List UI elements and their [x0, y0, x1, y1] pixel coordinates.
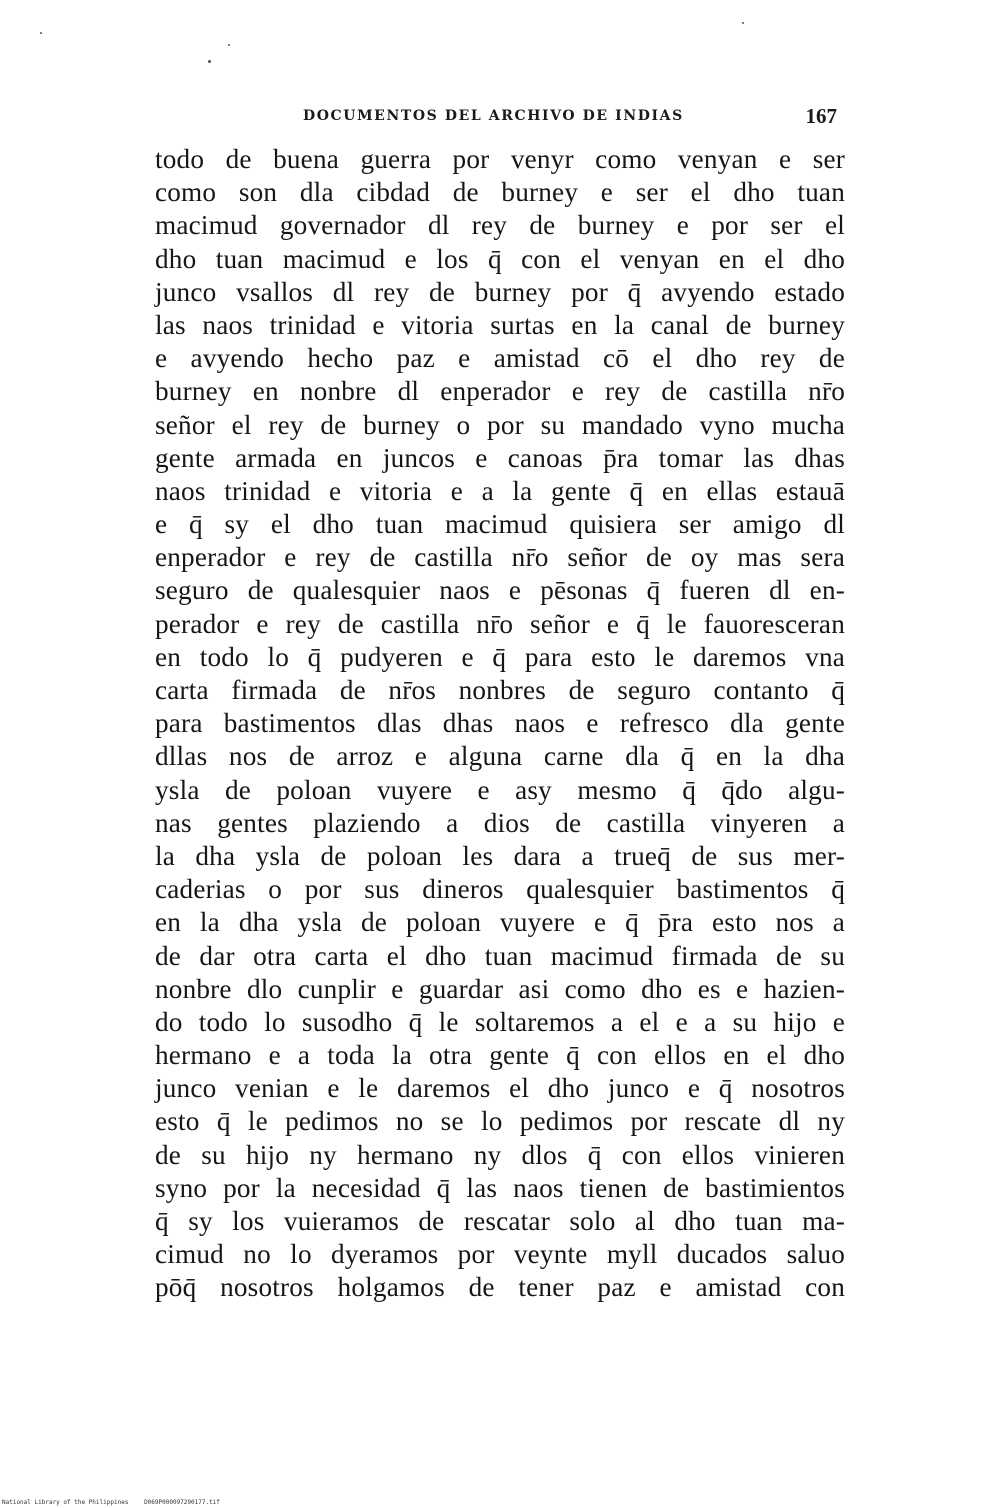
text-line: en la dha ysla de poloan vuyere e q̄ p̄ra esto nos a — [155, 907, 845, 938]
text-line: ysla de poloan vuyere e asy mesmo q̄ q̄do algu- — [155, 774, 845, 805]
text-line: pōq̄ nosotros holgamos de tener paz e amistad con — [155, 1272, 845, 1303]
text-line: todo de buena guerra por venyr como venyan e ser — [155, 144, 845, 174]
text-line: seguro de qualesquier naos e pēsonas q̄ fueren dl en- — [155, 575, 845, 606]
scan-footer — [2, 1499, 220, 1506]
text-line: esto q̄ le pedimos no se lo pedimos por rescate dl ny — [155, 1106, 845, 1137]
text-line: cimud no lo dyeramos por veynte myll ducados saluo — [155, 1239, 845, 1270]
text-line: enperador e rey de castilla nr̄o señor de oy mas sera — [155, 542, 845, 573]
text-line: las naos trinidad e vitoria surtas en la canal de burney — [155, 309, 845, 340]
text-line: la dha ysla de poloan les dara a trueq̄ de sus mer- — [155, 840, 845, 871]
ink-speck — [742, 22, 744, 24]
page-number: 167 — [805, 104, 837, 128]
body-text — [155, 143, 845, 1305]
text-line: para bastimentos dlas dhas naos e refresco dla gente — [155, 708, 845, 739]
ink-speck — [208, 60, 211, 63]
text-line: do todo lo susodho q̄ le soltaremos a el e a su hijo e — [155, 1006, 845, 1037]
text-line: dllas nos de arroz e alguna carne dla q̄ en la dha — [155, 741, 845, 772]
text-line: en todo lo q̄ pudyeren e q̄ para esto le daremos vna — [155, 641, 845, 672]
text-line: nas gentes plaziendo a dios de castilla vinyeren a — [155, 807, 845, 838]
scan-file-id: D069P000097290177.tif — [144, 1499, 220, 1506]
text-line: syno por la necesidad q̄ las naos tienen de bastimientos — [155, 1172, 845, 1203]
ink-speck — [40, 32, 42, 34]
text-line: nonbre dlo cunplir e guardar asi como dho es e hazien- — [155, 973, 845, 1004]
text-line: naos trinidad e vitoria e a la gente q̄ en ellas estauā — [155, 475, 845, 506]
text-line: junco venian e le daremos el dho junco e q̄ nosotros — [155, 1073, 845, 1104]
text-line: caderias o por sus dineros qualesquier bastimentos q̄ — [155, 874, 845, 905]
text-line: señor el rey de burney o por su mandado vyno mucha — [155, 409, 845, 440]
text-line: de su hijo ny hermano ny dlos q̄ con ellos vinieren — [155, 1139, 845, 1170]
text-line: q̄ sy los vuieramos de rescatar solo al dho tuan ma- — [155, 1206, 845, 1236]
running-title: DOCUMENTOS DEL ARCHIVO DE INDIAS — [303, 108, 684, 124]
ink-speck — [228, 44, 230, 46]
text-line: macimud governador dl rey de burney e por ser el — [155, 210, 845, 241]
text-line: como son dla cibdad de burney e ser el dho tuan — [155, 177, 845, 208]
text-line: junco vsallos dl rey de burney por q̄ avyendo estado — [155, 276, 845, 307]
text-line: dho tuan macimud e los q̄ con el venyan en el dho — [155, 243, 845, 274]
text-line: e avyendo hecho paz e amistad cō el dho rey de — [155, 343, 845, 374]
text-line: hermano e a toda la otra gente q̄ con ellos en el dho — [155, 1040, 845, 1071]
text-line: de dar otra carta el dho tuan macimud firmada de su — [155, 940, 845, 971]
text-line: burney en nonbre dl enperador e rey de castilla nr̄o — [155, 376, 845, 407]
text-line: carta firmada de nr̄os nonbres de seguro contanto q̄ — [155, 675, 845, 705]
text-line: e q̄ sy el dho tuan macimud quisiera ser amigo dl — [155, 509, 845, 540]
running-header — [155, 104, 845, 134]
text-line: perador e rey de castilla nr̄o señor e q̄ le fauoresceran — [155, 608, 845, 639]
library-credit: National Library of the Philippines — [2, 1499, 129, 1506]
text-line: gente armada en juncos e canoas p̄ra tomar las dhas — [155, 442, 845, 473]
